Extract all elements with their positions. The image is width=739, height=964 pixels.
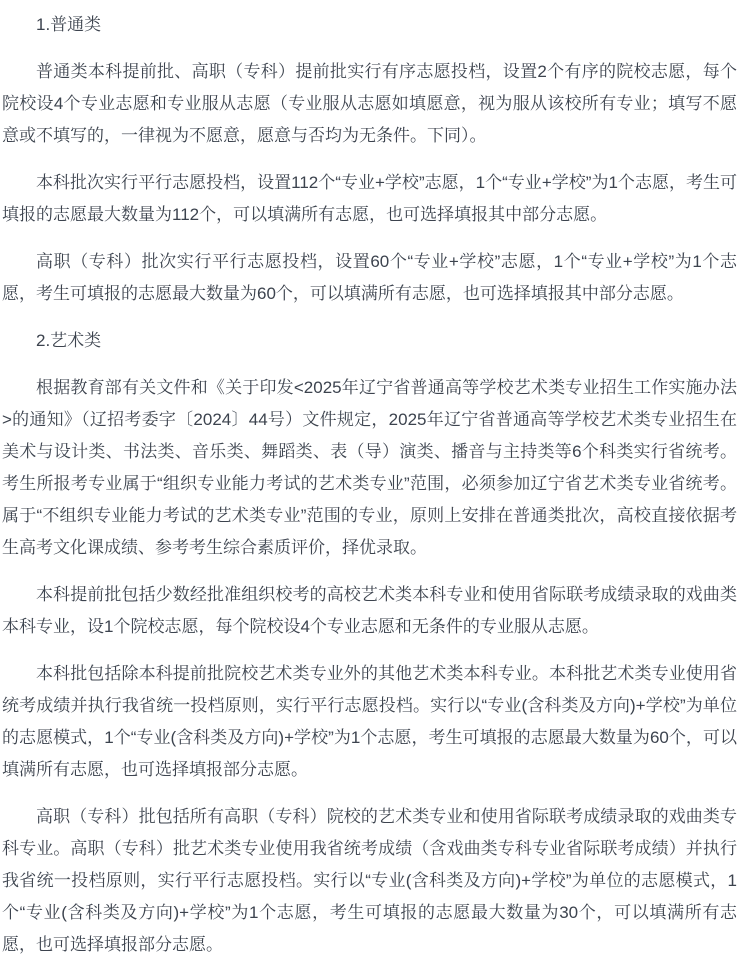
para-art-undergrad-batch-rules: 本科批包括除本科提前批院校艺术类专业外的其他艺术类本科专业。本科批艺术类专业使用省统考成绩并执行我省统一投档原则，实行平行志愿投档。实行以“专业(含科类及方向)+学校”为单位的志愿模式，1个“专业(含科类及方向)+学校”为1个志愿，考生可填报的志愿最大数量为60个，可以填满所有志愿，也可选择填报部分志愿。 (2, 664, 737, 779)
para-art-undergrad-early-batch-rules: 本科提前批包括少数经批准组织校考的高校艺术类本科专业和使用省际联考成绩录取的戏曲类本科专业，设1个院校志愿，每个院校设4个专业志愿和无条件的专业服从志愿。 (2, 585, 737, 636)
heading-art-category: 2.艺术类 (36, 331, 102, 350)
para-general-undergrad-batch-rules: 本科批次实行平行志愿投档，设置112个“专业+学校”志愿，1个“专业+学校”为1个志愿，考生可填报的志愿最大数量为112个，可以填满所有志愿，也可选择填报其中部分志愿。 (2, 173, 737, 224)
para-general-vocational-batch-rules: 高职（专科）批次实行平行志愿投档，设置60个“专业+学校”志愿，1个“专业+学校”为1个志愿，考生可填报的志愿最大数量为60个，可以填满所有志愿，也可选择填报其中部分志愿。 (2, 252, 737, 303)
para-general-early-batch-rules: 普通类本科提前批、高职（专科）提前批实行有序志愿投档，设置2个有序的院校志愿，每个院校设4个专业志愿和专业服从志愿（专业服从志愿如填愿意，视为服从该校所有专业；填写不愿意或不填写的，一律视为不愿意，愿意与否均为无条件。下同）。 (2, 62, 737, 145)
heading-general-category: 1.普通类 (36, 15, 102, 34)
para-art-vocational-batch-rules: 高职（专科）批包括所有高职（专科）院校的艺术类专业和使用省际联考成绩录取的戏曲类专科专业。高职（专科）批艺术类专业使用我省统考成绩（含戏曲类专科专业省际联考成绩）并执行我省统一投档原则，实行平行志愿投档。实行以“专业(含科类及方向)+学校”为单位的志愿模式，1个“专业(含科类及方向)+学校”为1个志愿，考生可填报的志愿最大数量为30个，可以填满所有志愿，也可选择填报部分志愿。 (2, 807, 737, 954)
para-art-policy-basis: 根据教育部有关文件和《关于印发<2025年辽宁省普通高等学校艺术类专业招生工作实施办法>的通知》（辽招考委字〔2024〕44号）文件规定，2025年辽宁省普通高等学校艺术类专业招生在美术与设计类、书法类、音乐类、舞蹈类、表（导）演类、播音与主持类等6个科类实行省统考。考生所报考专业属于“组织专业能力考试的艺术类专业”范围，必须参加辽宁省艺术类专业省统考。属于“不组织专业能力考试的艺术类专业”范围的专业，原则上安排在普通类批次，高校直接依据考生高考文化课成绩、参考考生综合素质评价，择优录取。 (2, 378, 737, 557)
